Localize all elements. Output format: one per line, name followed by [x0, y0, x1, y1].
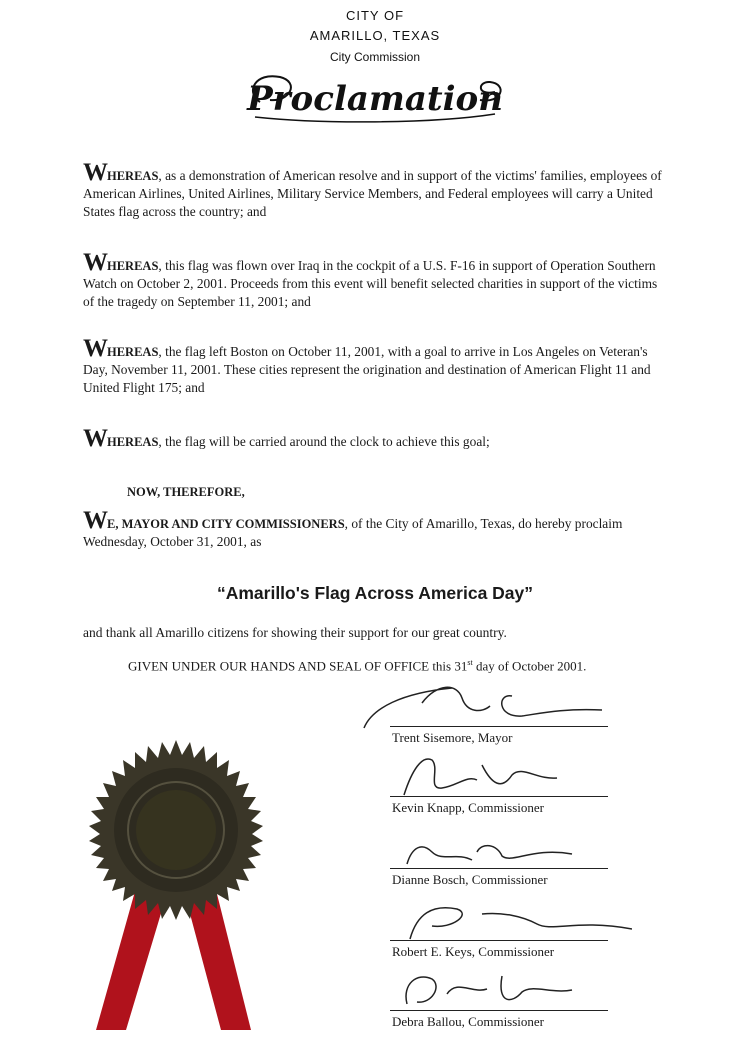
handwritten-signature [362, 678, 612, 730]
signature-block-mayor [362, 678, 612, 748]
keyword: HEREAS [107, 345, 159, 359]
whereas-paragraph-2 [83, 249, 663, 311]
we-mayor-paragraph [83, 507, 663, 551]
paragraph-text: , as a demonstration of American resolve and in support of the victims' families, employees of American Airlines, United Airlines, Military Service Members, and Federal employees will carry a United States flag across the country; and [83, 168, 662, 219]
whereas-paragraph-4 [83, 425, 663, 452]
given-under-line [128, 658, 586, 674]
dropcap: W [83, 425, 107, 452]
handwritten-signature [362, 750, 612, 800]
now-therefore: NOW, THEREFORE, [127, 485, 245, 499]
paragraph-text: , the flag will be carried around the clock to achieve this goal; [158, 434, 490, 449]
paragraph-text: , the flag left Boston on October 11, 2001, with a goal to arrive in Los Angeles on Veteran's Day, November 11, 2001. These cities represent the origination and destination of American Flight 11 and United Flight 175; and [83, 344, 651, 395]
dropcap: W [83, 249, 107, 276]
signature-block-knapp [362, 750, 612, 820]
signature-line [390, 796, 608, 797]
proclamation-title [240, 62, 510, 132]
dropcap: W [83, 507, 107, 534]
dropcap: W [83, 159, 107, 186]
handwritten-signature [362, 894, 632, 944]
dropcap: W [83, 335, 107, 362]
keyword: HEREAS [107, 435, 159, 449]
keyword: E, MAYOR AND CITY COMMISSIONERS [107, 517, 345, 531]
whereas-paragraph-3 [83, 335, 663, 397]
header-city-of: CITY OF [345, 8, 405, 23]
signatory-name: Kevin Knapp, Commissioner [392, 800, 545, 815]
header-city-commission: City Commission [329, 50, 420, 64]
signature-line [390, 726, 608, 727]
seal-center [136, 790, 216, 870]
thanks-line: and thank all Amarillo citizens for showing their support for our great country. [83, 625, 507, 640]
handwritten-signature [362, 964, 612, 1014]
signatory-name: Debra Ballou, Commissioner [392, 1014, 545, 1029]
header-amarillo-texas: AMARILLO, TEXAS [309, 28, 441, 43]
signatory-name: Robert E. Keys, Commissioner [392, 944, 555, 959]
signature-line [390, 868, 608, 869]
given-text-end: day of October 2001. [472, 658, 587, 674]
signature-line [390, 1010, 608, 1011]
paragraph-text: , of the City of Amarillo, Texas, do hereby proclaim Wednesday, October 31, 2001, as [83, 516, 623, 549]
handwritten-signature [362, 822, 612, 872]
signatory-name: Trent Sisemore, Mayor [392, 730, 513, 745]
keyword: HEREAS [107, 259, 159, 273]
whereas-paragraph-1 [83, 159, 663, 221]
city-seal [86, 740, 266, 1040]
given-ordinal: st [467, 658, 473, 667]
signature-block-bosch [362, 822, 612, 892]
proclamation-title-text: Proclamation [247, 79, 503, 119]
signature-block-ballou [362, 964, 612, 1034]
keyword: HEREAS [107, 169, 159, 183]
paragraph-text: , this flag was flown over Iraq in the cockpit of a U.S. F-16 in support of Operation Southern Watch on October 2, 2001. Proceeds from this event will benefit selected charities in support of the victims of the tragedy on September 11, 2001; and [83, 258, 658, 309]
signature-line [390, 940, 608, 941]
signatory-name: Dianne Bosch, Commissioner [392, 872, 548, 887]
signature-block-keys [362, 894, 612, 964]
given-text: GIVEN UNDER OUR HANDS AND SEAL OF OFFICE this 31 [128, 658, 468, 674]
day-name-heading: “Amarillo's Flag Across America Day” [216, 583, 534, 603]
